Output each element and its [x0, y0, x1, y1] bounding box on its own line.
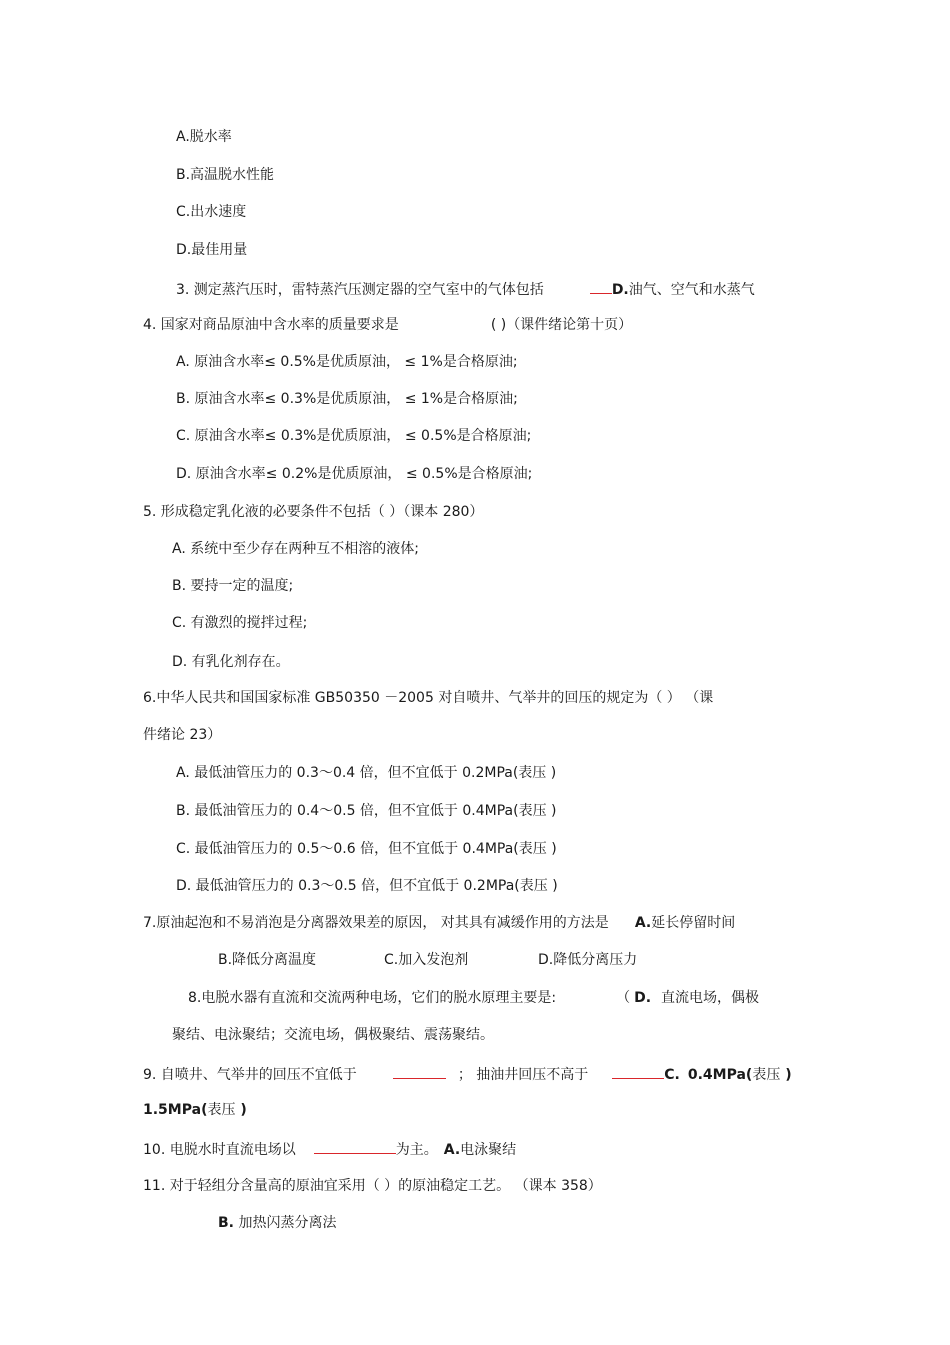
- q4-option-c: C. 原油含水率≤ 0.3%是优质原油， ≤ 0.5%是合格原油;: [176, 428, 532, 444]
- q2-option-b: B.高温脱水性能: [176, 167, 275, 183]
- q8-answer-letter: D.: [634, 990, 652, 1006]
- q7-option-b: B.降低分离温度: [218, 952, 317, 968]
- q6-option-d: D. 最低油管压力的 0.3～0.5 倍，但不宜低于 0.2MPa(表压 ): [176, 878, 558, 894]
- q6-stem-line1: 6.中华人民共和国国家标准 GB50350 －2005 对自喷井、气举井的回压的规定为（ ） （课: [143, 690, 714, 706]
- q11-stem: 11. 对于轻组分含量高的原油宜采用（ ）的原油稳定工艺。 （课本 358）: [143, 1178, 602, 1194]
- q3-blank: [590, 279, 612, 294]
- q4-line: [143, 316, 632, 334]
- q4-option-d: D. 原油含水率≤ 0.2%是优质原油， ≤ 0.5%是合格原油;: [176, 466, 533, 482]
- q3-answer-letter: D.: [611, 282, 629, 298]
- q8-paren-open: （: [616, 990, 631, 1006]
- q3-line: [176, 279, 755, 299]
- q8-stem: 8.电脱水器有直流和交流两种电场，它们的脱水原理主要是:: [188, 990, 557, 1006]
- q11-answer-text: 加热闪蒸分离法: [234, 1215, 337, 1231]
- q10-blank: [314, 1139, 396, 1154]
- q7-option-d: D.降低分离压力: [538, 952, 638, 968]
- q9-answer-letter: C.: [664, 1067, 680, 1083]
- q9-blank-2: [612, 1064, 664, 1079]
- q5-stem: 5. 形成稳定乳化液的必要条件不包括（ ）（课本 280）: [143, 504, 484, 520]
- q9-blank-1: [393, 1064, 446, 1079]
- q11-answer-line: [218, 1214, 336, 1232]
- q9-line2: [143, 1101, 247, 1119]
- q10-stem-a: 10. 电脱水时直流电场以: [143, 1142, 296, 1158]
- q9-stem-b: ； 抽油井回压不高于: [457, 1067, 589, 1083]
- q9-line1: [143, 1064, 792, 1084]
- q10-answer-text: 电泳聚结: [460, 1142, 517, 1158]
- q6-stem-line2: 件绪论 23）: [143, 727, 222, 743]
- q7-stem: 7.原油起泡和不易消泡是分离器效果差的原因， 对其具有减缓作用的方法是: [143, 915, 609, 931]
- q7-option-c: C.加入发泡剂: [384, 952, 469, 968]
- q9-answer-val: 0.4MPa(: [687, 1067, 753, 1083]
- q4-paren: ( ): [490, 317, 507, 333]
- q5-option-c: C. 有激烈的搅拌过程;: [172, 615, 308, 631]
- q2-option-c: C.出水速度: [176, 204, 247, 220]
- q5-option-d: D. 有乳化剂存在。: [172, 654, 290, 670]
- q8-line2: 聚结、电泳聚结；交流电场，偶极聚结、震荡聚结。: [172, 1027, 494, 1043]
- q4-stem: 4. 国家对商品原油中含水率的质量要求是: [143, 317, 399, 333]
- q9-line2-close: ): [235, 1102, 247, 1118]
- q7-line: [143, 914, 735, 932]
- q2-option-a: A.脱水率: [176, 129, 232, 145]
- q2-option-d: D.最佳用量: [176, 242, 248, 258]
- q6-option-c: C. 最低油管压力的 0.5～0.6 倍，但不宜低于 0.4MPa(表压 ): [176, 841, 557, 857]
- q9-line2-unit: 表压: [207, 1102, 236, 1118]
- q7-answer-text: 延长停留时间: [651, 915, 736, 931]
- q5-option-a: A. 系统中至少存在两种互不相溶的液体;: [172, 541, 419, 557]
- q3-stem: 3. 测定蒸汽压时，雷特蒸汽压测定器的空气室中的气体包括: [176, 282, 544, 298]
- q8-answer-text: 直流电场，偶极: [661, 990, 760, 1006]
- q6-option-b: B. 最低油管压力的 0.4～0.5 倍，但不宜低于 0.4MPa(表压 ): [176, 803, 557, 819]
- q9-answer-unit: 表压: [752, 1067, 781, 1083]
- q4-option-b: B. 原油含水率≤ 0.3%是优质原油， ≤ 1%是合格原油;: [176, 391, 518, 407]
- q5-option-b: B. 要持一定的温度;: [172, 578, 294, 594]
- q11-answer-letter: B.: [218, 1215, 234, 1231]
- q10-answer-letter: A.: [443, 1142, 461, 1158]
- q8-line1: [188, 989, 759, 1007]
- q10-line: [143, 1139, 516, 1159]
- q9-answer-close: ): [780, 1067, 792, 1083]
- q10-stem-b: 为主。: [395, 1142, 438, 1158]
- q9-line2-val: 1.5MPa(: [143, 1102, 208, 1118]
- q9-stem-a: 9. 自喷井、气举井的回压不宜低于: [143, 1067, 357, 1083]
- q7-answer-letter: A.: [634, 915, 652, 931]
- q6-option-a: A. 最低油管压力的 0.3～0.4 倍，但不宜低于 0.2MPa(表压 ): [176, 765, 557, 781]
- q4-source: （课件绪论第十页）: [506, 317, 633, 333]
- q3-answer-text: 油气、空气和水蒸气: [628, 282, 755, 298]
- q4-option-a: A. 原油含水率≤ 0.5%是优质原油， ≤ 1%是合格原油;: [176, 354, 518, 370]
